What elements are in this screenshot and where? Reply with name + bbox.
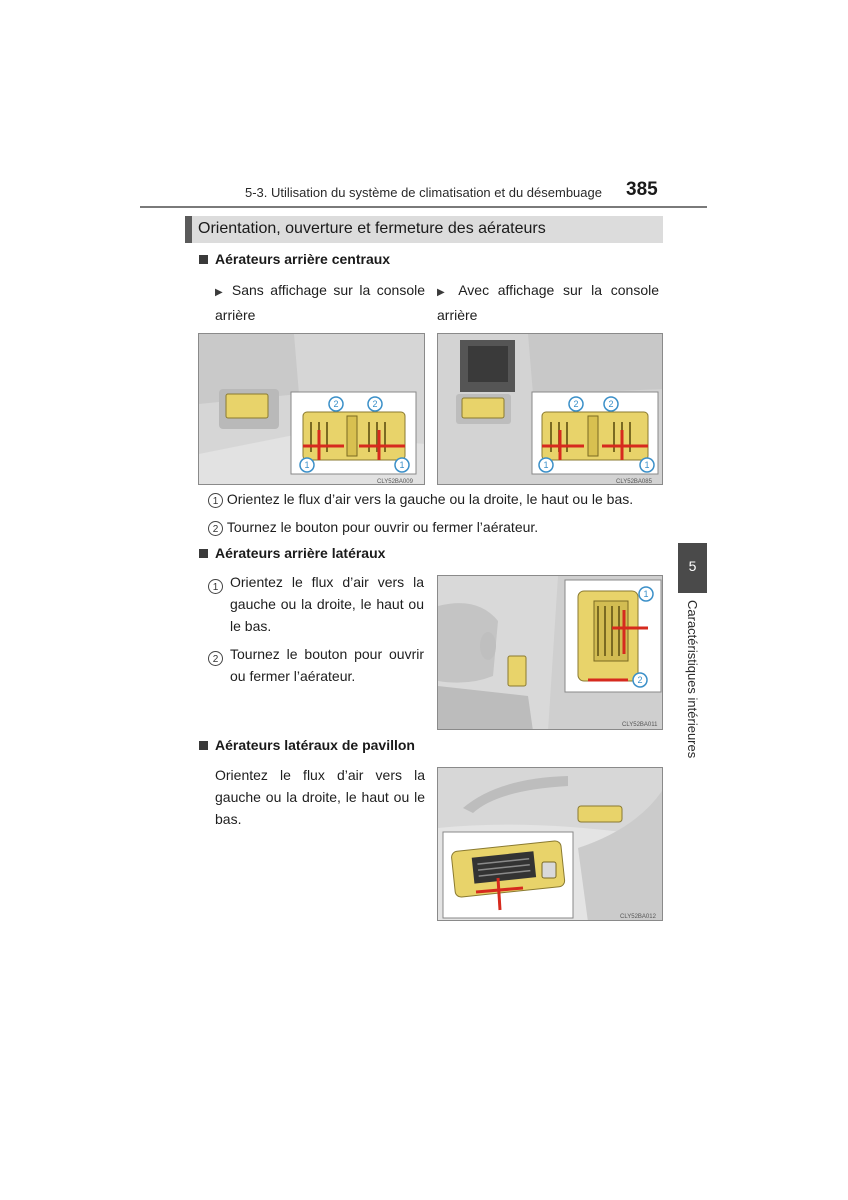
fig1-marker-1b: 1 — [399, 460, 405, 470]
chapter-tab: 5 — [678, 543, 707, 593]
header-rule — [140, 206, 707, 208]
rear-side-step-2: 2 Tournez le bouton pour ouvrir ou fermer l’aérateur. — [208, 643, 424, 687]
fig3-code: CLY52BA011 — [622, 722, 658, 728]
figure-rear-center-vents — [198, 333, 425, 485]
chapter-label: Caractéristiques intérieures — [685, 600, 700, 759]
roof-side-heading: Aérateurs latéraux de pavillon — [199, 737, 415, 753]
rear-center-heading: Aérateurs arrière centraux — [199, 251, 390, 267]
roof-side-text: Orientez le flux d’air vers la gauche ou la droite, le haut ou le bas. — [215, 767, 425, 827]
fig4-code: CLY52BA012 — [620, 914, 656, 920]
fig2-code: CLY52BA085 — [616, 479, 652, 485]
section-title: Orientation, ouverture et fermeture des aérateurs — [198, 220, 546, 237]
running-header: 5-3. Utilisation du système de climatisation et du désembuage — [245, 185, 602, 200]
figure-rear-side-vent — [437, 575, 663, 730]
rear-side-heading: Aérateurs arrière latéraux — [199, 545, 385, 561]
fig3-marker-1: 1 — [643, 589, 649, 599]
step-number-2: 2 — [208, 651, 223, 666]
fig2-marker-1a: 1 — [543, 460, 549, 470]
fig2-marker-1b: 1 — [644, 460, 650, 470]
bullet-square-icon — [199, 741, 208, 750]
figure-rear-center-vents-display — [437, 333, 663, 485]
variant-left: ▶ Sans affichage sur la console arrière — [215, 282, 426, 323]
fig1-marker-2a: 2 — [333, 399, 339, 409]
fig1-code: CLY52BA009 — [377, 479, 413, 485]
variant-right: ▶ Avec affichage sur la console arrière — [437, 282, 659, 323]
rear-side-step-1: 1 Orientez le flux d’air vers la gauche ou la droite, le haut ou le bas. — [208, 571, 424, 637]
bullet-square-icon — [199, 255, 208, 264]
figure-roof-side-vent — [437, 767, 663, 921]
fig1-marker-2b: 2 — [372, 399, 378, 409]
fig1-marker-1a: 1 — [304, 460, 310, 470]
page-number: 385 — [626, 179, 658, 200]
step-number-1: 1 — [208, 579, 223, 594]
rear-center-step-1: 1 Orientez le flux d’air vers la gauche ou la droite, le haut ou le bas. — [208, 488, 658, 510]
triangle-bullet-icon: ▶ — [437, 287, 450, 298]
bullet-square-icon — [199, 549, 208, 558]
step-number-2: 2 — [208, 521, 223, 536]
step-number-1: 1 — [208, 493, 223, 508]
rear-center-step-2: 2 Tournez le bouton pour ouvrir ou fermer l’aérateur. — [208, 516, 658, 538]
triangle-bullet-icon: ▶ — [215, 287, 226, 298]
fig3-marker-2: 2 — [637, 675, 643, 685]
fig2-marker-2a: 2 — [573, 399, 579, 409]
fig2-marker-2b: 2 — [608, 399, 614, 409]
